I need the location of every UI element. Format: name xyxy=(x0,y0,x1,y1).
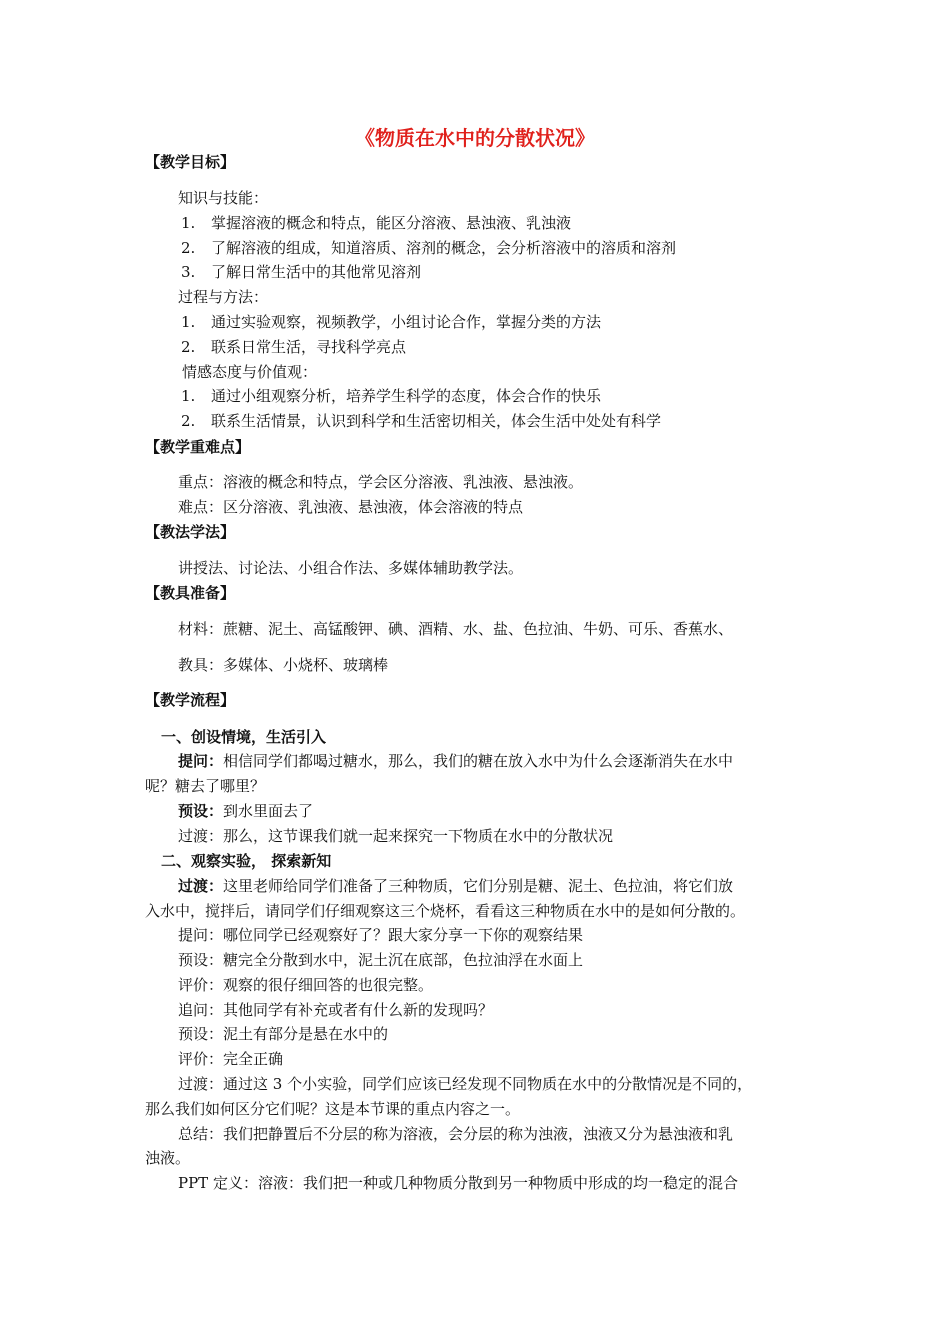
item-text: 了解溶液的组成，知道溶质、溶剂的概念，会分析溶液中的溶质和溶剂 xyxy=(211,239,677,257)
section-heading-goals: 【教学目标】 xyxy=(145,153,236,171)
section-heading-process: 【教学流程】 xyxy=(145,691,236,709)
question-label: 提问： xyxy=(178,752,224,770)
process-item xyxy=(181,310,601,335)
difficulty-text: 难点：区分溶液、乳浊液、悬浊液，体会溶液的特点 xyxy=(178,498,524,516)
transition-paragraph xyxy=(178,874,733,899)
evaluation-text-2: 评价：完全正确 xyxy=(178,1050,284,1068)
preset-text: 预设：糖完全分散到水中，泥土沉在底部，色拉油浮在水面上 xyxy=(178,951,584,969)
section-heading-key-points: 【教学重难点】 xyxy=(145,438,251,456)
question-text-continued: 呢？糖去了哪里？ xyxy=(145,777,266,795)
section-heading-materials: 【教具准备】 xyxy=(145,584,236,602)
item-text: 通过小组观察分析，培养学生科学的态度，体会合作的快乐 xyxy=(211,387,602,405)
materials-text: 材料：蔗糖、泥土、高锰酸钾、碘、酒精、水、盐、色拉油、牛奶、可乐、香蕉水、 xyxy=(178,620,734,638)
process-section-2-title: 二、观察实验， 探索新知 xyxy=(161,852,332,870)
item-number: 1. xyxy=(181,313,196,331)
emotion-item xyxy=(181,409,661,434)
preset-paragraph xyxy=(178,799,313,824)
item-text: 通过实验观察，视频教学，小组讨论合作，掌握分类的方法 xyxy=(211,313,602,331)
transition-text-2-continued: 那么我们如何区分它们呢？这是本节课的重点内容之一。 xyxy=(145,1100,521,1118)
knowledge-item xyxy=(181,211,571,236)
knowledge-item xyxy=(181,260,421,285)
preset-text-2: 预设：泥土有部分是悬在水中的 xyxy=(178,1025,389,1043)
emotion-label: 情感态度与价值观： xyxy=(182,363,318,381)
item-number: 1. xyxy=(181,387,196,405)
transition-text: 过渡：那么，这节课我们就一起来探究一下物质在水中的分散状况 xyxy=(178,827,614,845)
question-paragraph xyxy=(178,749,733,774)
item-number: 2. xyxy=(181,338,196,356)
item-number: 2. xyxy=(181,412,196,430)
process-label: 过程与方法： xyxy=(178,288,269,306)
process-item xyxy=(181,335,406,360)
question-text: 相信同学们都喝过糖水，那么，我们的糖在放入水中为什么会逐渐消失在水中 xyxy=(223,752,734,770)
preset-text: 到水里面去了 xyxy=(223,802,314,820)
knowledge-label: 知识与技能： xyxy=(178,189,269,207)
document-title: 《物质在水中的分散状况》 xyxy=(355,126,595,150)
focus-text: 重点：溶液的概念和特点，学会区分溶液、乳浊液、悬浊液。 xyxy=(178,473,584,491)
emotion-item xyxy=(181,384,601,409)
ask-text: 提问：哪位同学已经观察好了？跟大家分享一下你的观察结果 xyxy=(178,926,584,944)
item-number: 3. xyxy=(181,263,196,281)
item-text: 联系日常生活，寻找科学亮点 xyxy=(211,338,407,356)
summary-text-continued: 浊液。 xyxy=(145,1149,191,1167)
followup-text: 追问：其他同学有补充或者有什么新的发现吗？ xyxy=(178,1001,494,1019)
ppt-definition-text: PPT 定义：溶液：我们把一种或几种物质分散到另一种物质中形成的均一稳定的混合 xyxy=(178,1174,738,1192)
process-section-1-title: 一、创设情境，生活引入 xyxy=(161,728,327,746)
knowledge-item xyxy=(181,236,676,261)
item-text: 联系生活情景，认识到科学和生活密切相关，体会生活中处处有科学 xyxy=(211,412,662,430)
section-heading-methods: 【教法学法】 xyxy=(145,523,236,541)
tools-text: 教具：多媒体、小烧杯、玻璃棒 xyxy=(178,656,389,674)
preset-label: 预设： xyxy=(178,802,224,820)
summary-text: 总结：我们把静置后不分层的称为溶液，会分层的称为浊液，浊液又分为悬浊液和乳 xyxy=(178,1125,734,1143)
item-text: 了解日常生活中的其他常见溶剂 xyxy=(211,263,422,281)
transition-text-2: 过渡：通过这 3 个小实验，同学们应该已经发现不同物质在水中的分散情况是不同的， xyxy=(178,1075,753,1093)
methods-text: 讲授法、讨论法、小组合作法、多媒体辅助教学法。 xyxy=(178,559,524,577)
transition-text: 这里老师给同学们准备了三种物质，它们分别是糖、泥土、色拉油，将它们放 xyxy=(223,877,734,895)
evaluation-text: 评价：观察的很仔细回答的也很完整。 xyxy=(178,976,434,994)
transition-text-continued: 入水中，搅拌后，请同学们仔细观察这三个烧杯，看看这三种物质在水中的是如何分散的。 xyxy=(145,902,746,920)
item-number: 2. xyxy=(181,239,196,257)
item-number: 1. xyxy=(181,214,196,232)
item-text: 掌握溶液的概念和特点，能区分溶液、悬浊液、乳浊液 xyxy=(211,214,572,232)
transition-label: 过渡： xyxy=(178,877,224,895)
